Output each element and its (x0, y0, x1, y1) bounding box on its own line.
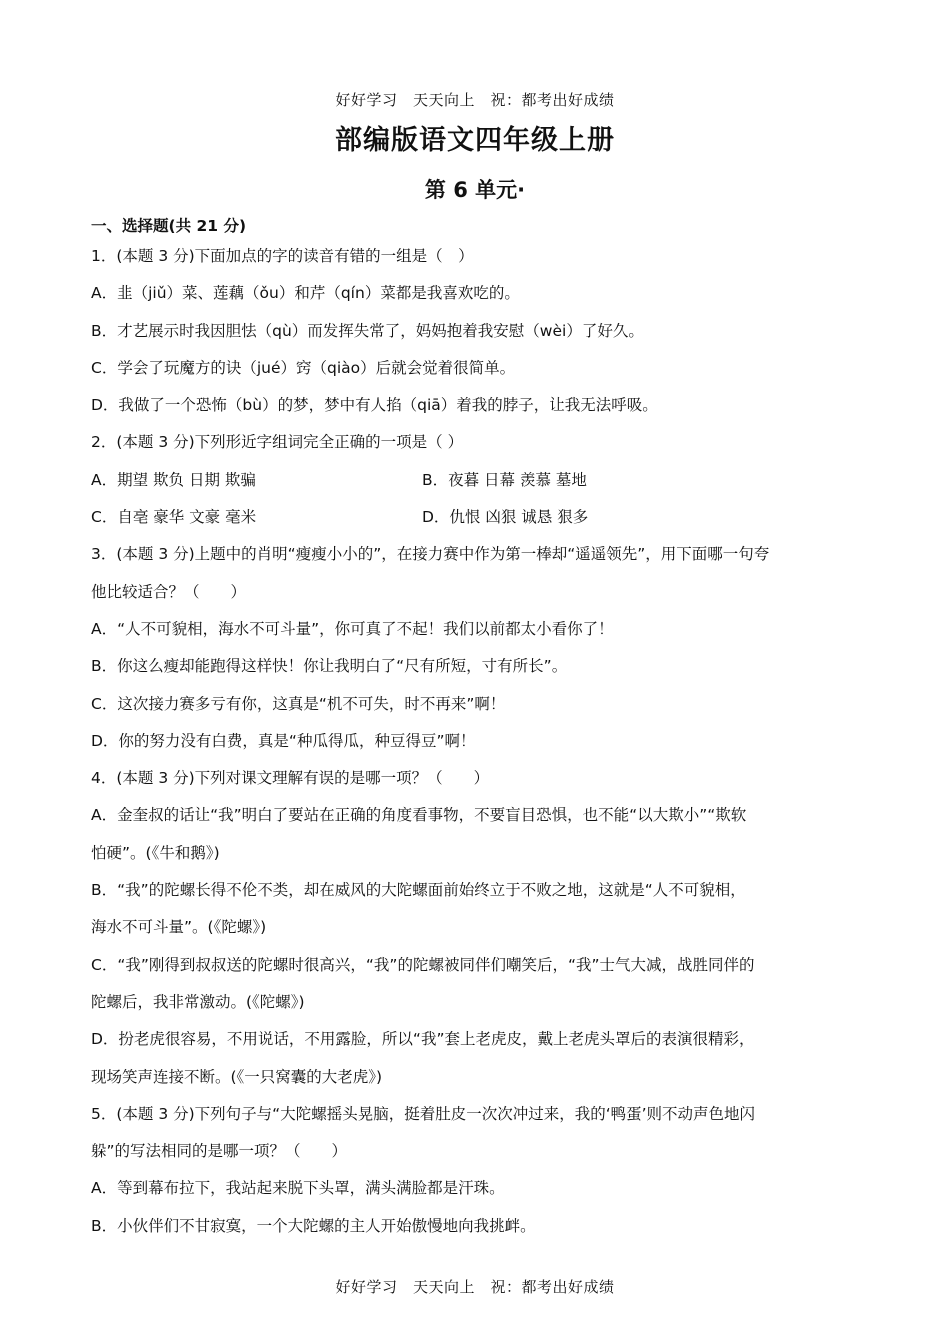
question-4-option-c-line-1: C．“我”刚得到叔叔送的陀螺时很高兴，“我”的陀螺被同伴们嘲笑后，“我”士气大减，战胜同伴的 (91, 955, 755, 974)
question-4-stem: 4．(本题 3 分)下列对课文理解有误的是哪一项？（ ） (91, 769, 490, 788)
question-1-option-b: B．才艺展示时我因胆怯（qù）而发挥失常了，妈妈抱着我安慰（wèi）了好久。 (91, 321, 644, 340)
question-3-option-d: D．你的努力没有白费，真是“种瓜得瓜，种豆得豆”啊！ (91, 731, 476, 750)
question-2-option-d: D．仇恨 凶狠 诚恳 狠多 (422, 508, 589, 527)
question-list (91, 238, 811, 1245)
question-4-option-d-line-2: 现场笑声连接不断。(《一只窝囊的大老虎》) (91, 1067, 383, 1086)
question-3-option-a: A．“人不可貌相，海水不可斗量”，你可真了不起！我们以前都太小看你了！ (91, 619, 614, 638)
question-4-option-c-line-2: 陀螺后，我非常激动。(《陀螺》) (91, 992, 305, 1011)
unit-title: 第 6 单元· (424, 178, 526, 202)
question-3-stem-line-2: 他比较适合？（ ） (91, 582, 247, 601)
question-3-option-c: C．这次接力赛多亏有你，这真是“机不可失，时不再来”啊！ (91, 694, 506, 713)
question-4-option-a-line-2: 怕硬”。(《牛和鹅》) (91, 843, 220, 862)
section-heading: 一、选择题(共 21 分) (91, 217, 247, 235)
question-4-option-a-line-1: A．金奎叔的话让“我”明白了要站在正确的角度看事物，不要盲目恐惧，也不能“以大欺小”“欺软 (91, 806, 747, 825)
question-4-option-b-line-2: 海水不可斗量”。(《陀螺》) (91, 918, 267, 937)
question-5-option-b: B．小伙伴们不甘寂寞，一个大陀螺的主人开始傲慢地向我挑衅。 (91, 1216, 536, 1235)
question-1-option-d: D．我做了一个恐怖（bù）的梦，梦中有人掐（qiā）着我的脖子，让我无法呼吸。 (91, 396, 658, 415)
question-4-option-b-line-1: B．“我”的陀螺长得不伦不类，却在威风的大陀螺面前始终立于不败之地，这就是“人不可貌相， (91, 881, 746, 900)
document-title: 部编版语文四年级上册 (335, 125, 615, 156)
question-5-stem-line-1: 5．(本题 3 分)下列句子与“大陀螺摇头晃脑，挺着肚皮一次次冲过来，我的‘鸭蛋’则不动声色地闪 (91, 1104, 756, 1123)
question-5-option-a: A．等到幕布拉下，我站起来脱下头罩，满头满脸都是汗珠。 (91, 1179, 505, 1198)
question-1-option-a: A．韭（jiǔ）菜、莲藕（ǒu）和芹（qín）菜都是我喜欢吃的。 (91, 284, 520, 303)
question-3-stem-line-1: 3．(本题 3 分)上题中的肖明“瘦瘦小小的”，在接力赛中作为第一棒却“遥遥领先”，用下面哪一句夸 (91, 545, 770, 564)
question-2-option-c: C．自亳 豪华 文豪 毫米 (91, 508, 257, 527)
question-3-option-b: B．你这么瘦却能跑得这样快！你让我明白了“尺有所短，寸有所长”。 (91, 657, 568, 676)
question-4-option-d-line-1: D．扮老虎很容易，不用说话，不用露脸，所以“我”套上老虎皮，戴上老虎头罩后的表演很精彩， (91, 1030, 755, 1049)
question-2-options-row-1 (91, 462, 811, 499)
footer-motto: 好好学习 天天向上 祝：都考出好成绩 (335, 1278, 615, 1296)
question-1-option-c: C．学会了玩魔方的诀（jué）窍（qiào）后就会觉着很简单。 (91, 358, 516, 377)
header-motto: 好好学习 天天向上 祝：都考出好成绩 (335, 91, 615, 109)
question-1-stem: 1．(本题 3 分)下面加点的字的读音有错的一组是（ ） (91, 247, 474, 265)
question-5-stem-line-2: 躲”的写法相同的是哪一项？（ ） (91, 1142, 348, 1161)
question-2-stem: 2．(本题 3 分)下列形近字组词完全正确的一项是（ ） (91, 433, 464, 452)
question-2-option-a: A．期望 欺负 日期 欺骗 (91, 470, 256, 489)
question-2-options-row-2 (91, 499, 811, 536)
question-2-option-b: B．夜暮 日幕 羡慕 墓地 (422, 470, 587, 489)
